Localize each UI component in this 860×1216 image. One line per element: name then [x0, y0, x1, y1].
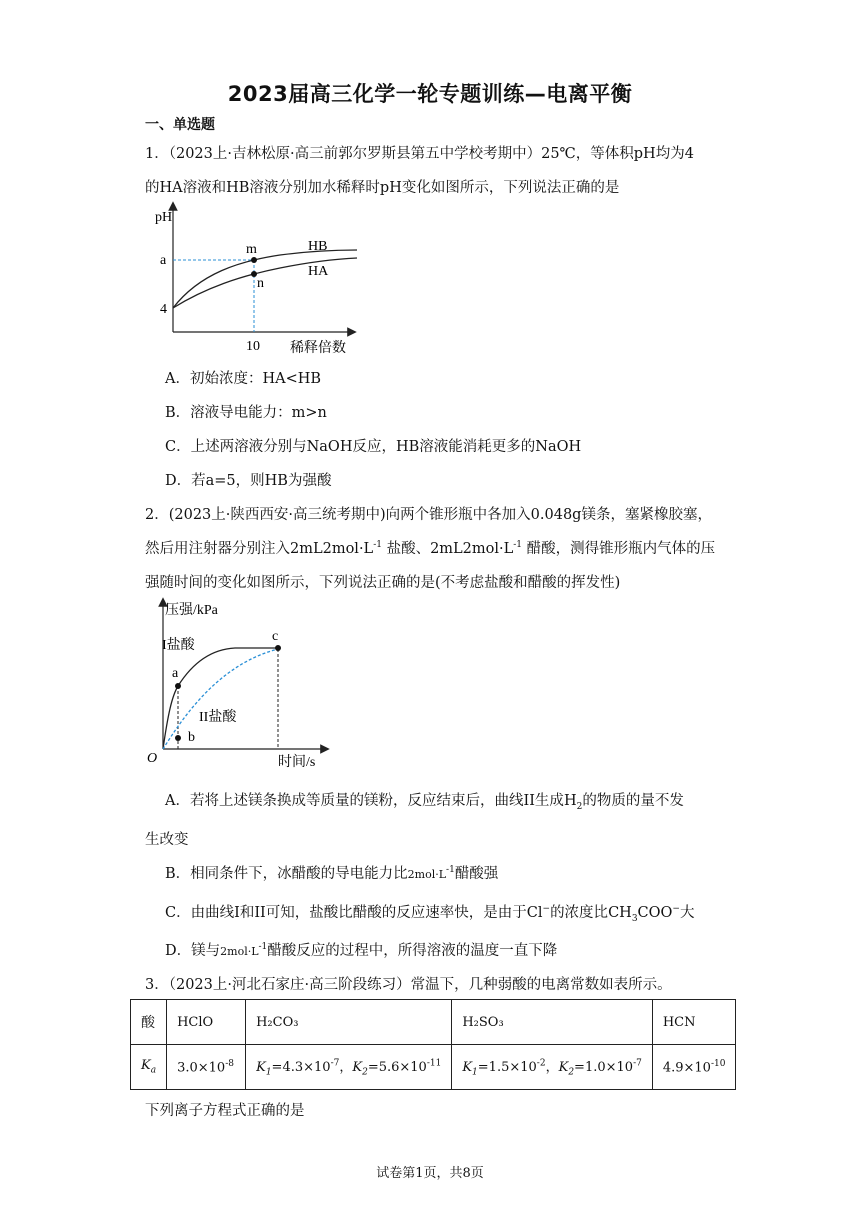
h2so3-k2: K: [558, 1060, 569, 1076]
q1-option-c: C．上述两溶液分别与NaOH反应，HB溶液能消耗更多的NaOH: [165, 439, 582, 455]
q2-optc-coo: COO: [637, 905, 673, 921]
h2so3-k1-sub: 1: [472, 1067, 478, 1078]
q2-point-c: [275, 645, 281, 651]
q2-option-c: [165, 901, 694, 924]
q1-stem-line2: 的HA溶液和HB溶液分别加水稀释时pH变化如图所示，下列说法正确的是: [145, 180, 620, 196]
q1-label-hb: HB: [308, 239, 328, 254]
q1-option-a: A．初始浓度：HA<HB: [165, 371, 322, 387]
q3-stem: 3．（2023上·河北石家庄·高三阶段练习）常温下，几种弱酸的电离常数如表所示。: [145, 977, 672, 993]
q2-optd-pre: D．镁与: [165, 943, 221, 959]
ka-table-h-h2so3: H₂SO₃: [452, 1000, 653, 1045]
q1-curve-ha: [173, 258, 357, 308]
ka-table-value-row: [131, 1045, 736, 1090]
h2so3-v2: =1.0×10: [574, 1060, 634, 1076]
q1-option-b: B．溶液导电能力：m>n: [165, 405, 327, 421]
q2-conc-hcl: 2mL2mol·L: [290, 541, 374, 557]
q2-label-curve-I: I盐酸: [162, 638, 195, 653]
q2-optc-cl-sup: −: [542, 904, 551, 915]
q2-optc-mid: 的浓度比: [550, 905, 609, 921]
document-title: 2023届高三化学一轮专题训练—电离平衡: [227, 82, 633, 106]
h2so3-e2: -7: [633, 1058, 642, 1069]
q2-curve-II: [163, 649, 278, 749]
q1-curve-hb: [173, 250, 357, 308]
h2co3-v1: =4.3×10: [271, 1060, 331, 1076]
q2-label-b: b: [188, 730, 195, 745]
ka-table-h-hcn: HCN: [652, 1000, 736, 1045]
ka-symbol-sub: a: [150, 1065, 157, 1076]
q1-label-n: n: [257, 276, 264, 291]
q2-optc-cl: Cl: [526, 905, 543, 921]
q2-optb-sup: -1: [446, 865, 455, 876]
q2-stem-line3: 强随时间的变化如图所示，下列说法正确的是(不考虑盐酸和醋酸的挥发性): [145, 575, 621, 591]
ka-table-h-acid: 酸: [131, 1000, 167, 1045]
q2-optd-post: 醋酸反应的过程中，所得溶液的温度一直下降: [267, 943, 558, 959]
q2-optc-post: 大: [679, 905, 695, 921]
q2-optc-coo-sup: −: [672, 904, 680, 915]
q1-x-label: 稀释倍数: [290, 341, 346, 356]
q1-label-m: m: [246, 242, 257, 257]
q2-y-label: 压强/kPa: [165, 603, 218, 618]
q2-pressure-graph: [140, 594, 340, 774]
q2-optb-pre: B．相同条件下，冰醋酸的导电能力比: [165, 866, 408, 882]
q2-opta-h2: H: [563, 793, 577, 809]
h2so3-sep: ，: [545, 1060, 559, 1076]
q2-stem-line2: [145, 537, 715, 558]
q2-optb-post: 醋酸强: [454, 866, 499, 882]
q1-option-d: D．若a=5，则HB为强酸: [165, 473, 332, 489]
ka-table-h-hclo: HClO: [167, 1000, 246, 1045]
page-footer: 试卷第1页，共8页: [376, 1166, 484, 1181]
q2-origin: O: [147, 751, 158, 766]
q3-after-table: 下列离子方程式正确的是: [145, 1103, 305, 1119]
q2-opta-pre: A．若将上述镁条换成等质量的镁粉，反应结束后，曲线II生成: [165, 793, 564, 809]
q2-stem-line1: 2．(2023上·陕西西安·高三统考期中)向两个锥形瓶中各加入0.048g镁条，塞紧橡胶塞，: [145, 507, 712, 523]
h2co3-k1: K: [256, 1060, 266, 1076]
q2-curve-I: [163, 648, 278, 749]
ka-symbol: K: [141, 1058, 151, 1074]
ka-hclo-exp: -8: [225, 1058, 234, 1069]
q2-optc-ch-sub: 3: [631, 913, 638, 924]
q2-optc-pre: C．由曲线I和II可知，盐酸比醋酸的反应速率快，是由于: [165, 905, 527, 921]
q2-conc-hcl-sup: -1: [373, 540, 382, 551]
q1-y-label: pH: [155, 210, 173, 225]
q2-opta-h2-sub: 2: [576, 801, 583, 812]
q2-opta-post: 的物质的量不发: [582, 793, 684, 809]
ka-hcn-val: 4.9×10: [662, 1060, 711, 1076]
q2-option-d: [165, 939, 557, 960]
ka-table-header-row: [131, 1000, 736, 1045]
q2-line2-post: 醋酸，测得锥形瓶内气体的压: [522, 541, 716, 557]
q1-tick-10: 10: [246, 339, 260, 354]
q2-label-a: a: [172, 666, 179, 681]
h2so3-k2-sub: 2: [568, 1067, 575, 1078]
q1-stem-line1: 1．（2023上·吉林松原·高三前郭尔罗斯县第五中学校考期中）25℃，等体积pH均为4: [145, 146, 694, 162]
q2-optc-ch: CH: [608, 905, 632, 921]
h2co3-e1: -7: [330, 1058, 340, 1069]
ka-hclo-val: 3.0×10: [177, 1060, 226, 1076]
ka-hcn-exp: -10: [710, 1058, 726, 1069]
h2co3-sep: ，: [339, 1060, 353, 1076]
q2-label-c: c: [272, 629, 279, 644]
q2-label-curve-II: II盐酸: [199, 710, 237, 725]
h2co3-v2: =5.6×10: [367, 1060, 427, 1076]
ka-h2co3: [246, 1045, 452, 1090]
ka-table-row-label: [131, 1045, 167, 1090]
q2-point-b: [175, 735, 181, 741]
h2so3-v1: =1.5×10: [477, 1060, 537, 1076]
h2so3-k1: K: [462, 1060, 473, 1076]
ka-table: [130, 999, 736, 1090]
q1-ph-graph: [140, 198, 370, 358]
ka-table-h-h2co3: H₂CO₃: [246, 1000, 452, 1045]
h2co3-k2: K: [352, 1060, 363, 1076]
q2-option-a-line1: [165, 789, 684, 812]
h2co3-e2: -11: [426, 1058, 442, 1069]
h2co3-k1-sub: 1: [265, 1067, 272, 1078]
q2-conc-hac: 2mL2mol·L: [430, 541, 514, 557]
q2-conc-hac-sup: -1: [513, 540, 523, 551]
ka-hclo: [167, 1045, 246, 1090]
q2-x-label: 时间/s: [278, 755, 316, 770]
q2-optd-sup: -1: [258, 942, 268, 953]
h2co3-k2-sub: 2: [362, 1067, 368, 1078]
q2-point-a: [175, 683, 181, 689]
h2so3-e1: -2: [536, 1058, 546, 1069]
q1-point-m: [251, 257, 257, 263]
q2-optd-conc: 2mol·L: [220, 945, 259, 958]
q2-line2-mid: 盐酸、: [381, 541, 431, 557]
q1-label-ha: HA: [308, 264, 329, 279]
ka-h2so3: [452, 1045, 653, 1090]
q2-optb-conc: 2mol·L: [407, 868, 447, 881]
section-heading: 一、单选题: [145, 117, 215, 133]
ka-hcn: [652, 1045, 736, 1090]
q1-tick-4: 4: [160, 302, 167, 317]
q2-option-b: [165, 862, 498, 883]
q1-tick-a: a: [160, 253, 167, 268]
q2-line2-pre: 然后用注射器分别注入: [145, 541, 290, 557]
q2-option-a-line2: 生改变: [145, 832, 189, 848]
